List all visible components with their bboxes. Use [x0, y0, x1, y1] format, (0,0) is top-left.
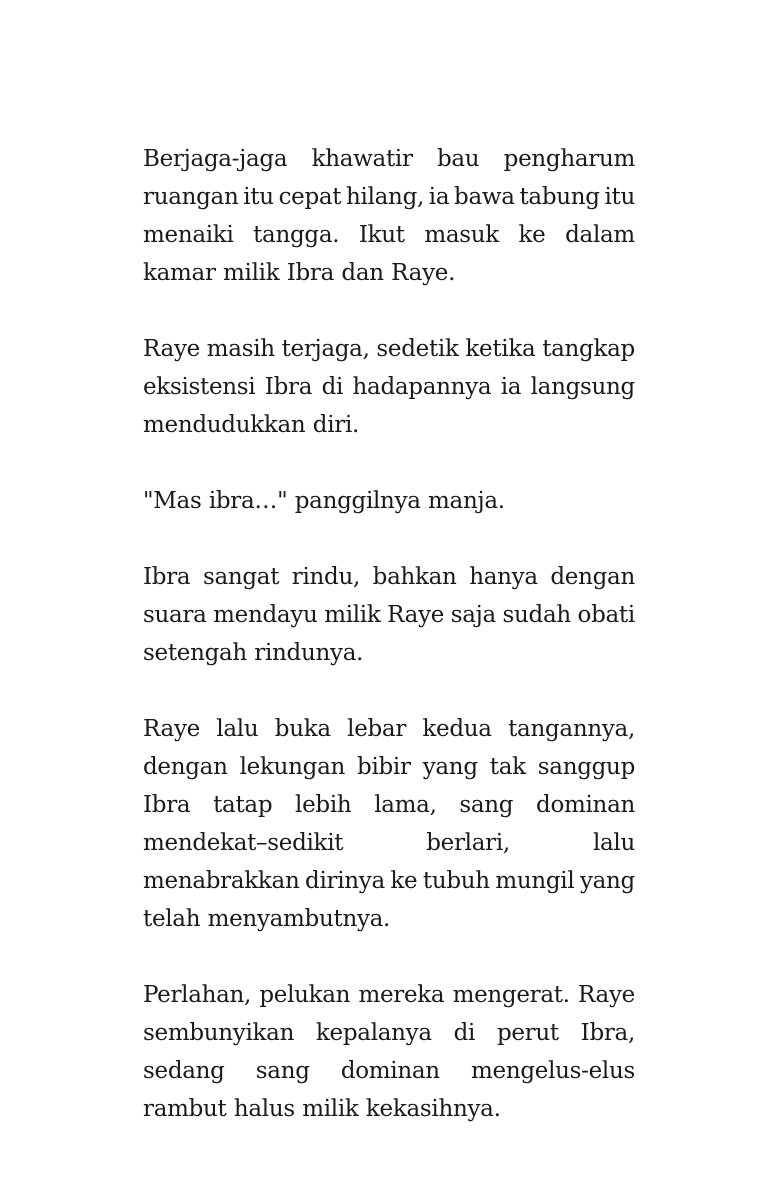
word: mendekat–sedikit	[143, 830, 344, 856]
word: bahkan	[372, 564, 457, 590]
word: telah	[143, 906, 201, 932]
word: Ibra	[143, 792, 191, 818]
word: kepalanya	[315, 1020, 432, 1046]
word: ia	[428, 184, 450, 210]
word: halus	[233, 1096, 295, 1122]
word: sang	[459, 792, 514, 818]
word: dengan	[550, 564, 635, 590]
story-text	[143, 140, 635, 1166]
word: sanggup	[537, 754, 635, 780]
word: Raye	[387, 602, 445, 628]
word: sangat	[202, 564, 280, 590]
text-line	[143, 330, 635, 368]
word: setengah	[143, 640, 247, 666]
word: diri.	[312, 412, 360, 438]
word: khawatir	[311, 146, 413, 172]
word: mereka	[358, 982, 445, 1008]
word: Ibra	[286, 260, 335, 286]
word: mengerat.	[452, 982, 570, 1008]
word: saja	[450, 602, 496, 628]
word: Berjaga-jaga	[143, 146, 288, 172]
word: Ibra	[264, 374, 313, 400]
word: sedetik	[376, 336, 459, 362]
word: Perlahan,	[143, 982, 252, 1008]
word: bau	[436, 146, 480, 172]
word: eksistensi	[143, 374, 256, 400]
word: yang	[422, 754, 478, 780]
word: ke	[518, 222, 546, 248]
word: Raye	[577, 982, 635, 1008]
word: sudah	[502, 602, 571, 628]
text-line	[143, 862, 635, 900]
word: "Mas	[143, 488, 202, 514]
word: tabung	[519, 184, 600, 210]
word: sang	[255, 1058, 310, 1084]
word: dirinya	[305, 868, 385, 894]
word: pelukan	[259, 982, 351, 1008]
word: dan	[341, 260, 384, 286]
text-line	[143, 710, 635, 748]
word: langsung	[530, 374, 635, 400]
word: dengan	[143, 754, 228, 780]
word: rindu,	[291, 564, 361, 590]
word: lalu	[592, 830, 635, 856]
paragraph	[143, 558, 635, 672]
word: yang	[579, 868, 635, 894]
text-line	[143, 596, 635, 634]
word: ruangan	[143, 184, 239, 210]
word: Raye.	[391, 260, 456, 286]
word: ketika	[465, 336, 536, 362]
text-line	[143, 900, 635, 938]
text-line	[143, 1052, 635, 1090]
word: obati	[577, 602, 635, 628]
word: suara	[143, 602, 207, 628]
word: perut	[496, 1020, 559, 1046]
word: bawa	[454, 184, 515, 210]
word: menyambutnya.	[207, 906, 391, 932]
word: kedua	[422, 716, 492, 742]
word: lama,	[374, 792, 437, 818]
word: rambut	[143, 1096, 227, 1122]
text-line	[143, 786, 635, 824]
word: pengharum	[503, 146, 635, 172]
word: bibir	[357, 754, 411, 780]
word: tatap	[213, 792, 273, 818]
word: buka	[274, 716, 331, 742]
word: berlari,	[426, 830, 510, 856]
word: lebih	[295, 792, 352, 818]
word: kamar	[143, 260, 216, 286]
word: dominan	[340, 1058, 440, 1084]
word: tangannya,	[508, 716, 635, 742]
word: di	[453, 1020, 476, 1046]
word: hanya	[469, 564, 538, 590]
word: milik	[302, 1096, 359, 1122]
word: hadapannya	[352, 374, 492, 400]
word: manja.	[428, 488, 505, 514]
word: rindunya.	[254, 640, 364, 666]
word: milik	[324, 602, 381, 628]
text-line	[143, 216, 635, 254]
word: Raye	[143, 336, 200, 362]
text-line	[143, 368, 635, 406]
text-line	[143, 824, 635, 862]
word: ke	[390, 868, 418, 894]
text-line	[143, 406, 635, 444]
word: ibra…"	[208, 488, 288, 514]
paragraph	[143, 330, 635, 444]
paragraph	[143, 710, 635, 938]
word: terjaga,	[281, 336, 370, 362]
word: Ibra,	[580, 1020, 635, 1046]
word: mendudukkan	[143, 412, 306, 438]
word: kekasihnya.	[365, 1096, 501, 1122]
word: itu	[243, 184, 274, 210]
paragraph	[143, 140, 635, 292]
word: mungil	[495, 868, 575, 894]
word: masih	[206, 336, 275, 362]
word: Ikut	[358, 222, 405, 248]
word: itu	[604, 184, 635, 210]
word: mendayu	[213, 602, 318, 628]
text-line	[143, 976, 635, 1014]
word: Ibra	[143, 564, 191, 590]
text-line	[143, 254, 635, 292]
word: mengelus-elus	[471, 1058, 635, 1084]
paragraph	[143, 976, 635, 1128]
text-line	[143, 748, 635, 786]
word: panggilnya	[294, 488, 421, 514]
word: masuk	[424, 222, 499, 248]
text-line	[143, 1090, 635, 1128]
word: dalam	[565, 222, 635, 248]
word: dominan	[536, 792, 635, 818]
text-line	[143, 140, 635, 178]
word: milik	[223, 260, 280, 286]
text-line	[143, 558, 635, 596]
word: lalu	[216, 716, 259, 742]
word: cepat	[278, 184, 342, 210]
text-line	[143, 482, 635, 520]
word: tak	[489, 754, 526, 780]
word: menabrakkan	[143, 868, 300, 894]
word: Raye	[143, 716, 200, 742]
word: di	[321, 374, 344, 400]
word: tangkap	[542, 336, 635, 362]
text-line	[143, 634, 635, 672]
text-line	[143, 178, 635, 216]
word: hilang,	[346, 184, 425, 210]
word: menaiki	[143, 222, 234, 248]
paragraph	[143, 482, 635, 520]
word: tubuh	[422, 868, 490, 894]
word: tangga.	[253, 222, 340, 248]
word: sembunyikan	[143, 1020, 295, 1046]
word: lebar	[347, 716, 407, 742]
text-line	[143, 1014, 635, 1052]
word: lekungan	[239, 754, 346, 780]
word: sedang	[143, 1058, 225, 1084]
word: ia	[500, 374, 522, 400]
